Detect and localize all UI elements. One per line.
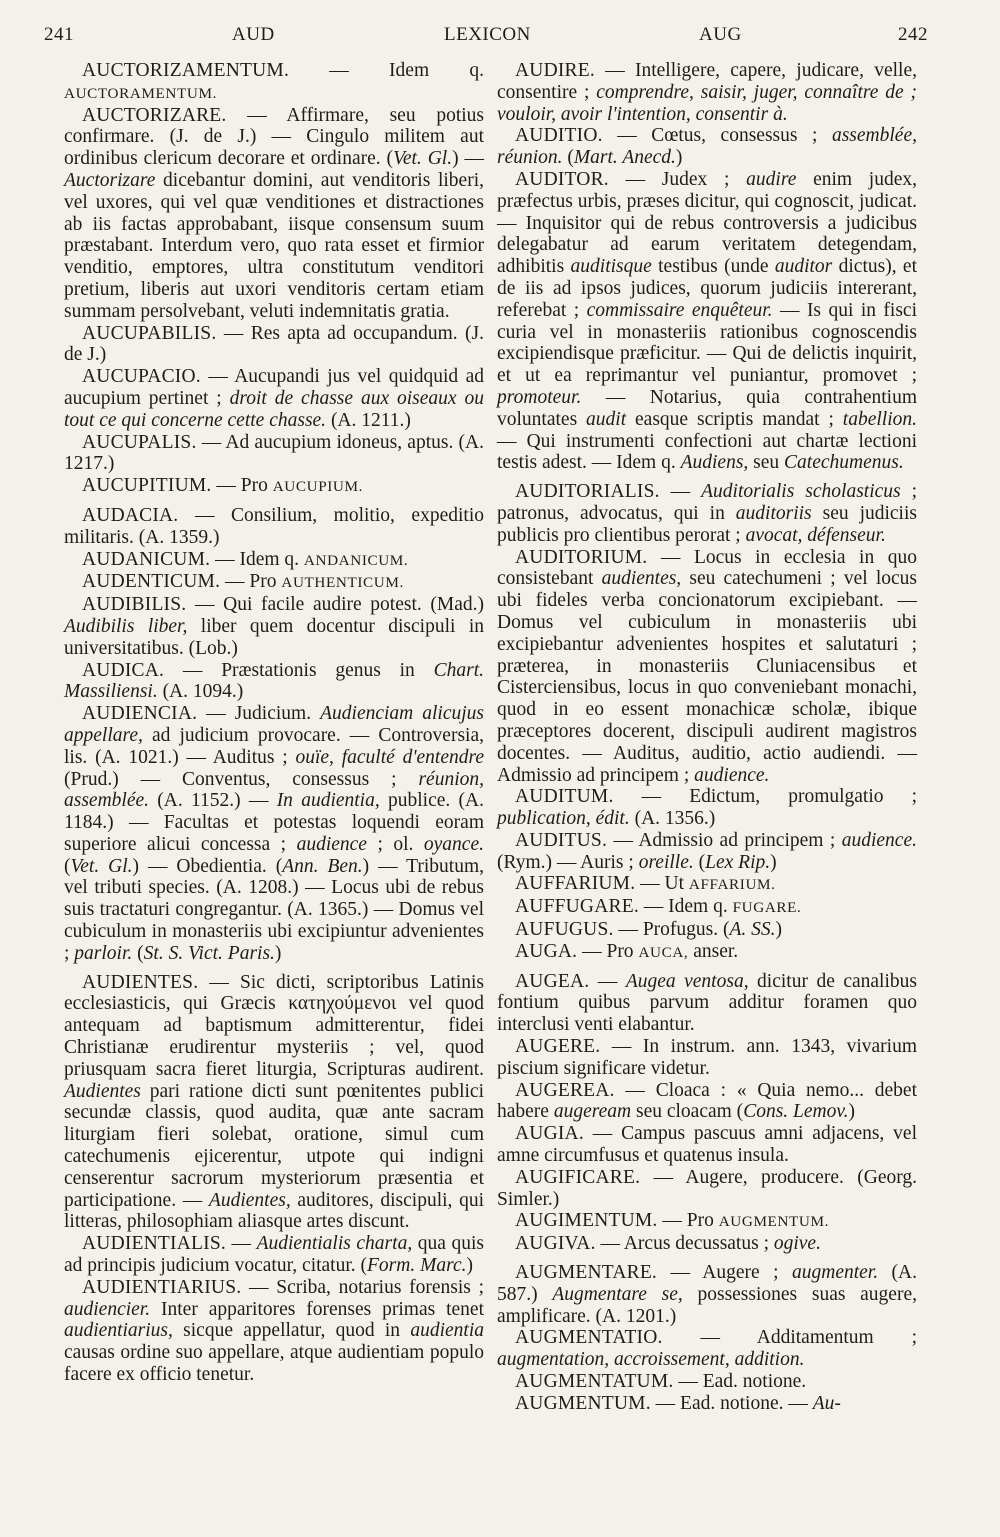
entry — [497, 1371, 917, 1393]
definition: (A. 587.) — [497, 1262, 917, 1305]
header-title: LEXICON — [444, 24, 531, 45]
entry — [497, 873, 917, 896]
definition: — Pro — [657, 1210, 719, 1232]
headword: AUDITUM. — [515, 786, 614, 808]
term: Augmentare se, — [552, 1283, 683, 1305]
term: audientiarius, — [64, 1320, 173, 1342]
entry — [497, 941, 917, 964]
definition: — Affirmare, seu potius confirmare. (J. de J.) — Cingulo militem aut ordinibus clericum decorare et ordinare. ( — [64, 104, 484, 170]
definition: (Prud.) — Conventus, consessus ; — [64, 768, 419, 790]
entry — [64, 366, 484, 431]
cross-reference: FUGARE. — [732, 899, 802, 917]
term: auditor — [774, 256, 833, 278]
french-gloss: audiencier. — [64, 1298, 151, 1320]
french-gloss: audience — [296, 833, 367, 855]
headword: AUGIA. — [515, 1123, 584, 1145]
headword: AUDITUS. — [515, 829, 608, 851]
definition: ) — Tributum, vel tributi species. (A. 1208.) — Locus ubi de rebus suis tractaturi congregantur. (A. 1365.) — Domus vel cubiculum in monasteriis ubi excipiuntur advenientes ; — [64, 855, 485, 964]
definition: ) — Obedientia. ( — [132, 855, 283, 877]
running-header — [44, 24, 928, 58]
definition: — Additamentum ; — [662, 1327, 917, 1349]
definition: (A. 1356.) — [629, 808, 716, 830]
headword: AUFFARIUM. — [515, 873, 636, 895]
definition: Inter apparitores forenses primas tenet — [150, 1298, 484, 1320]
source: Mart. Anecd. — [573, 147, 676, 169]
definition: — Edictum, promulgatio ; — [613, 786, 917, 808]
definition: causas ordine suo appellare, atque audientiam populo facere ex officio tenetur. — [64, 1342, 484, 1386]
entry — [64, 323, 484, 367]
french-gloss: audience. — [694, 764, 770, 786]
entry — [64, 594, 484, 659]
definition: — Idem q. — [210, 548, 304, 570]
cross-reference: AUGMENTUM. — [718, 1213, 830, 1231]
entry — [64, 1277, 484, 1386]
definition: sicque appellatur, quod in — [172, 1320, 411, 1342]
entry — [64, 571, 484, 594]
definition: seu catechumeni ; vel locus ubi fideles verba concionatorum excipiebant. — Domus vel cubiculum in monasteriis ubi excipiebantur advenientes hospites et salutaturi ; præterea, in monasteriis Cluniacensibus et Cisterciensibus, locus in quo conveniebant monachi, quod in eo essent monachicæ scholæ, ibique præceptores docerent, discipuli audirent magistros docentes. — Auditus, auditio, actio audiendi. — Admissio ad principem ; — [497, 568, 917, 786]
definition: — — [225, 1233, 257, 1255]
source: Vet. Gl. — [70, 855, 133, 877]
headword: AUFFUGARE. — [515, 896, 639, 918]
french-gloss: audience. — [841, 829, 917, 851]
source: A. SS. — [729, 919, 776, 941]
headword: AUGIMENTUM. — [515, 1210, 658, 1232]
definition: — Præstationis genus in — [164, 659, 434, 681]
left-column — [64, 60, 484, 1386]
definition: — Cloaca : « Quia nemo... debet habere — [497, 1079, 917, 1123]
definition: dicebantur domini, aut venditoris liberi, vel uxores, qui vel quæ venditiones et distractiones ab iis factas approbabant, iisque consensum suum præstabant. Interdum vero, quo rata esset et firmior venditio, emptores, ultra constitutum venditori pretium, liberis aut uxori venditoris certam etiam summam persolvebant, veluti indemnitatis gratia. — [64, 169, 484, 322]
definition: dictus), et de iis ad ipsos judices, quorum judiciis intererant, referebat ; — [497, 256, 917, 321]
french-gloss: augmentation, accroissement, addition. — [497, 1349, 805, 1371]
entry — [64, 60, 484, 105]
french-gloss: ouïe, faculté d'entendre — [295, 746, 484, 768]
entry — [497, 1262, 917, 1327]
term: audit — [586, 408, 627, 430]
definition: (Rym.) — Auris ; — [497, 851, 639, 873]
right-column — [497, 60, 917, 1415]
definition: seu — [748, 452, 785, 474]
definition: qua quis ad principis judicium vocatur, citatur. ( — [64, 1233, 485, 1277]
term: Audibilis liber, — [64, 615, 188, 637]
headword: AUDANICUM. — [82, 548, 211, 570]
definition: — Judex ; — [608, 168, 747, 190]
definition: — Augere, producere. (Georg. Simler.) — [497, 1166, 917, 1210]
source: Chart. Massiliensi. — [64, 659, 484, 703]
definition: (A. 1094.) — [157, 681, 244, 703]
entry — [497, 971, 917, 1036]
headword: AUDIENTIARIUS. — [82, 1276, 242, 1298]
term: In audientia, — [276, 790, 380, 812]
term: Auctorizare — [64, 169, 156, 191]
french-gloss: droit de chasse aux oiseaux ou tout ce qui concerne cette chasse. — [64, 387, 484, 431]
definition: ( — [562, 147, 574, 169]
entry — [64, 703, 484, 965]
headword: AUGA. — [515, 940, 578, 962]
entry — [497, 1036, 917, 1080]
definition: — Pro — [211, 475, 273, 497]
headword: AUGMENTARE. — [515, 1262, 658, 1284]
entry — [497, 481, 917, 546]
entry — [497, 547, 917, 787]
definition: — — [589, 970, 626, 992]
definition: — Cœtus, consessus ; — [602, 125, 832, 147]
headword: AUGIVA. — [515, 1233, 596, 1255]
headword: AUDITIO. — [515, 125, 603, 147]
definition: — Is qui in fisci curia vel in monasteriis rationibus cognoscendis excipiendisque præficitur. — Qui de delictis inquirit, et ut ea reprimantur vel puniantur, promovet ; — [497, 299, 918, 387]
definition: ) — [775, 919, 783, 941]
french-gloss: promoteur. — [497, 386, 582, 408]
definition: — Aucupandi jus vel quidquid ad aucupium pertinet ; — [64, 366, 484, 409]
french-gloss: ogive. — [773, 1233, 821, 1255]
term: audire — [746, 168, 797, 190]
definition: ) — [274, 942, 282, 964]
entry — [64, 505, 484, 549]
term: auditisque — [570, 256, 652, 278]
headword: AUGIFICARE. — [515, 1166, 641, 1188]
entry — [497, 1233, 917, 1255]
definition: — Campus pascuus amni adjacens, vel amne circumfusus et quatenus insula. — [497, 1123, 917, 1167]
cross-reference: AUCTORAMENTUM. — [64, 84, 217, 102]
entry — [497, 1080, 917, 1124]
definition: — — [659, 481, 702, 503]
entry — [497, 919, 917, 941]
definition: — Idem q. — [289, 60, 484, 81]
definition: ) — — [452, 148, 485, 170]
entry — [497, 169, 917, 474]
cross-reference: AUCUPIUM. — [272, 478, 364, 496]
term: audientia — [410, 1320, 484, 1342]
definition: seu judiciis publicis pro clientibus perorat ; — [497, 502, 917, 546]
definition: — Sic dicti, scriptoribus Latinis ecclesiasticis, qui Græcis κατηχούμενοι vel quod antequam ad baptismum admitterentur, fidei Christianæ erudirentur mysteriis ; vel, quod priusquam sacra fieret liturgia, Scripturas audirent. — [64, 971, 484, 1080]
definition: — Scriba, notarius forensis ; — [241, 1276, 484, 1298]
page-number-right: 242 — [898, 24, 928, 45]
french-gloss: tabellion. — [842, 408, 917, 430]
term: Audientes, — [208, 1189, 291, 1211]
term: Audientialis charta, — [256, 1233, 413, 1255]
definition: easque scriptis mandat ; — [626, 408, 843, 430]
french-gloss: réunion, assemblée. — [64, 768, 484, 812]
definition: — Augere ; — [657, 1262, 792, 1284]
headword: AUDIBILIS. — [82, 594, 187, 616]
definition: dicitur de canalibus fontium quibus parvum additur foramen quo interclusi venti elabantur. — [497, 970, 917, 1036]
entry — [497, 125, 917, 169]
definition: — Arcus decussatus ; — [595, 1233, 774, 1255]
entry — [64, 475, 484, 498]
definition: — Intelligere, capere, judicare, velle, consentire ; — [497, 60, 917, 103]
headword: AUDITORIALIS. — [515, 481, 660, 503]
definition: ) — [675, 147, 683, 169]
entry — [497, 1210, 917, 1233]
definition: auditores, discipuli, qui litteras, philosophiam aliasque artes discunt. — [64, 1189, 485, 1233]
definition: possessiones suas augere, amplificare. (A. 1201.) — [497, 1283, 917, 1327]
definition: enim judex, præfectus urbis, præses dicitur, qui cognoscit, judicat. — Inquisitor qui de rebus controversis a judicibus delegabatur ad earum veritatem detegendam, adhibitis — [497, 168, 917, 278]
headword: AUCTORIZAMENTUM. — [82, 60, 290, 81]
french-gloss: publication, édit. — [497, 808, 630, 830]
definition: anser. — [688, 940, 739, 962]
definition: ) — [848, 1101, 855, 1123]
term: Audientes — [64, 1080, 141, 1102]
guide-word-right: AUG — [699, 24, 742, 45]
entry — [64, 105, 484, 323]
headword: AUCUPABILIS. — [82, 322, 217, 344]
french-gloss: assemblée, réunion. — [497, 125, 917, 169]
cross-reference: AFFARIUM. — [688, 876, 776, 894]
headword: AUCUPITIUM. — [82, 475, 212, 497]
term: auditoriis — [735, 502, 812, 524]
definition: seu cloacam ( — [631, 1101, 744, 1123]
source: Lex Rip. — [705, 851, 771, 873]
definition: — Admissio ad principem ; — [607, 829, 842, 851]
headword: AUCUPALIS. — [82, 431, 197, 453]
french-gloss: avocat, défenseur. — [745, 524, 886, 546]
definition: publice. (A. 1184.) — Facultas et potestas loquendi eoram superiore alicui concessa ; — [64, 790, 484, 855]
definition: ( — [132, 942, 144, 964]
french-gloss: oreille. — [638, 851, 694, 873]
definition: — Res apta ad occupandum. (J. de J.) — [64, 322, 484, 366]
entry — [497, 1167, 917, 1211]
entry — [497, 60, 917, 125]
source: Ann. Ben. — [282, 855, 363, 877]
source: St. S. Vict. Paris. — [143, 942, 275, 964]
source: Cons. Lemov. — [743, 1101, 849, 1123]
headword: AUDITORIUM. — [515, 546, 648, 568]
entry — [497, 1393, 917, 1415]
term: Au- — [812, 1392, 841, 1414]
headword: AUDIRE. — [515, 60, 595, 81]
definition: testibus (unde — [651, 256, 775, 278]
page-number-left: 241 — [44, 24, 74, 45]
headword: AUGMENTATIO. — [515, 1327, 663, 1349]
cross-reference: Catechumenus. — [784, 452, 904, 474]
definition: — Qui facile audire potest. (Mad.) — [186, 594, 484, 616]
definition: ( — [693, 851, 706, 873]
cross-reference: Audiens, — [680, 452, 749, 474]
definition: — Notarius, quia contrahentium voluntates — [497, 386, 917, 430]
source: Vet. Gl. — [393, 148, 453, 170]
definition: (A. 1211.) — [326, 409, 411, 431]
entry — [497, 1327, 917, 1371]
definition: — Consilium, molitio, expeditio militaris. (A. 1359.) — [64, 504, 484, 548]
cross-reference: AUTHENTICUM. — [281, 574, 404, 592]
french-gloss: commissaire enquêteur. — [586, 299, 773, 321]
headword: AUFUGUS. — [515, 919, 614, 941]
term: Auditorialis scholasticus — [701, 481, 901, 503]
entry — [64, 660, 484, 704]
cross-reference: ANDANICUM. — [303, 551, 409, 569]
term: audientes, — [601, 568, 682, 590]
term: Audienciam alicujus appellare, — [64, 703, 485, 746]
headword: AUDIENTES. — [82, 971, 199, 993]
definition: ; patronus, advocatus, qui in — [497, 481, 918, 524]
definition: — In instrum. ann. 1343, vivarium piscium significare videtur. — [497, 1036, 917, 1079]
french-gloss: comprendre, saisir, juger, connaître de ; vouloir, avoir l'intention, consentir à. — [497, 81, 917, 125]
entry — [64, 549, 484, 572]
definition: — Locus in ecclesia in quo consistebant — [497, 546, 917, 590]
headword: AUDITOR. — [515, 168, 609, 190]
definition: — Ad aucupium idoneus, aptus. (A. 1217.) — [64, 431, 484, 475]
headword: AUGEREA. — [515, 1079, 615, 1101]
definition: — Pro — [220, 571, 282, 593]
french-gloss: parloir. — [74, 942, 133, 964]
definition: ) — [770, 851, 777, 873]
headword: AUGERE. — [515, 1036, 601, 1058]
entry — [497, 786, 917, 830]
headword: AUCTORIZARE. — [82, 104, 227, 126]
entry — [497, 896, 917, 919]
headword: AUDENTICUM. — [82, 571, 221, 593]
headword: AUDICA. — [82, 659, 165, 681]
definition: — Profugus. ( — [613, 919, 730, 941]
guide-word-left: AUD — [232, 24, 275, 45]
definition: — Ead. notione. — [673, 1371, 807, 1393]
definition: — Judicium. — [197, 703, 321, 725]
entry — [497, 830, 917, 874]
headword: AUGEA. — [515, 970, 590, 992]
french-gloss: oyance. — [423, 833, 484, 855]
definition: — Ut — [635, 873, 689, 895]
cross-reference: AUCA, — [638, 943, 689, 961]
definition: ad judicium provocare. — Controversia, lis. (A. 1021.) — Auditus ; — [64, 724, 484, 768]
definition: ( — [64, 855, 71, 877]
definition: liber quem docentur discipuli in universitatibus. (Lob.) — [64, 615, 484, 659]
headword: AUGMENTUM. — [515, 1392, 651, 1414]
entry — [497, 1123, 917, 1167]
definition: — Pro — [577, 940, 639, 962]
source: Form. Marc. — [367, 1255, 467, 1277]
definition: ; ol. — [366, 833, 424, 855]
definition: — Qui instrumenti confectioni aut chartæ lectioni testis adest. — Idem q. — [497, 430, 917, 474]
term: augeream — [553, 1101, 632, 1123]
french-gloss: augmenter. — [791, 1262, 879, 1284]
definition: (A. 1152.) — — [149, 790, 277, 812]
entry — [64, 432, 484, 476]
headword: AUDIENCIA. — [82, 703, 198, 725]
entry — [64, 972, 484, 1234]
headword: AUCUPACIO. — [82, 366, 201, 388]
term: Augea ventosa, — [625, 970, 749, 992]
headword: AUDIENTIALIS. — [82, 1233, 226, 1255]
entry — [64, 1233, 484, 1277]
definition: pari ratione dicti sunt pœnitentes publici secundæ classis, quod audita, quæ ante sacram liturgiam fieri solebat, oratione, simul cum catechumenis ejicerentur, utpote qui indigni censerentur sacrorum mysteriorum præsentia et participatione. — — [64, 1080, 484, 1211]
headword: AUGMENTATUM. — [515, 1371, 674, 1393]
headword: AUDACIA. — [82, 504, 179, 526]
definition: — Idem q. — [638, 896, 733, 918]
definition: ) — [466, 1255, 473, 1277]
definition: — Ead. notione. — — [650, 1392, 813, 1414]
